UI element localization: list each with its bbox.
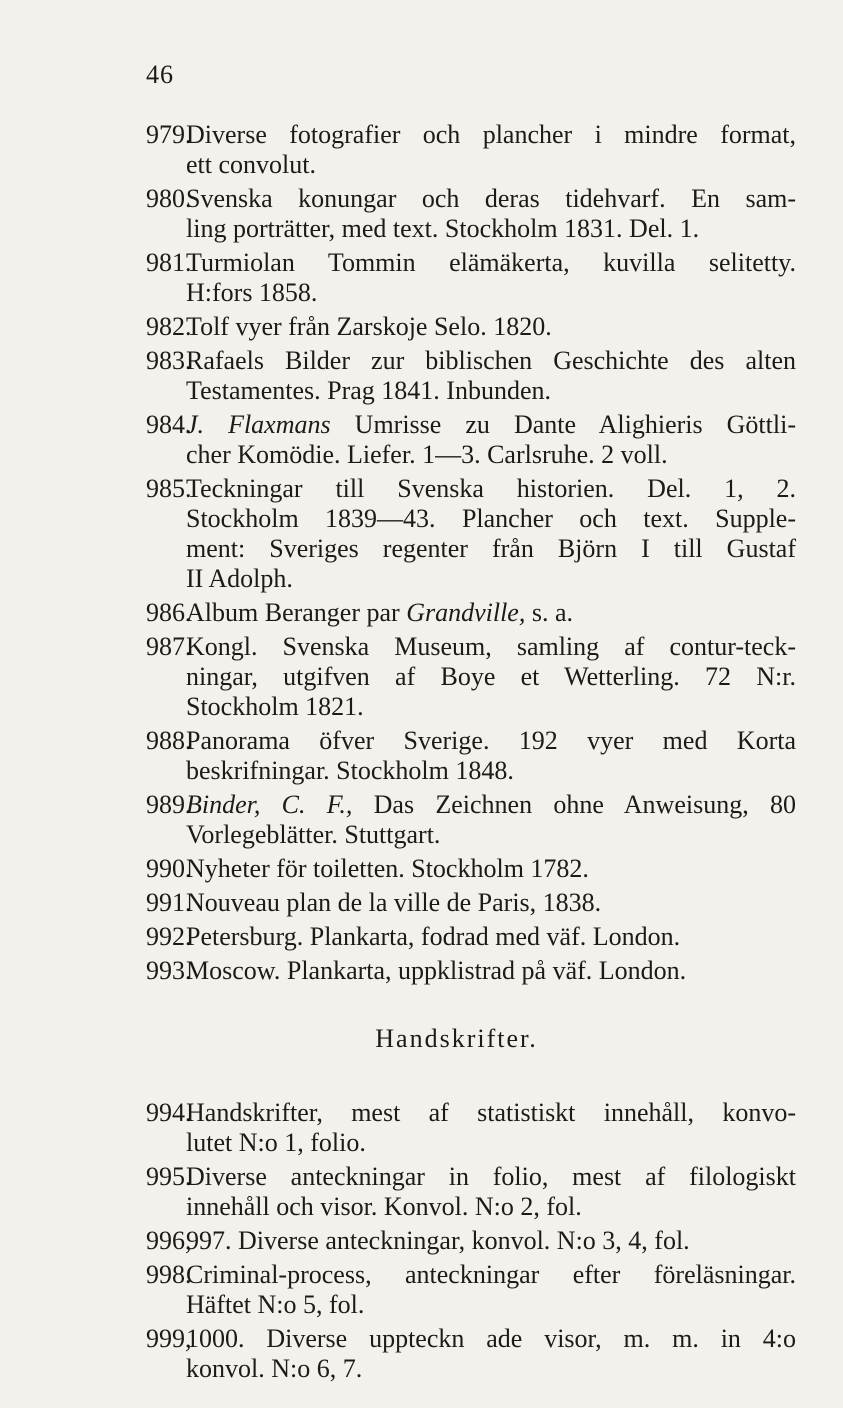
catalogue-entry [0, 1260, 843, 1320]
entry-number: 993. [146, 956, 192, 985]
entry-line-text: s. a. [525, 598, 574, 627]
entry-line-text: Das Zeichnen ohne Anweisung, 80 [352, 790, 796, 819]
entry-number: 992. [146, 922, 192, 951]
entry-number: 979. [146, 120, 192, 149]
catalogue-entry [0, 312, 843, 342]
entry-number: 998. [146, 1260, 192, 1289]
entry-text [186, 1098, 796, 1158]
entry-line: Nyheter för toiletten. Stockholm 1782. [186, 854, 589, 883]
entry-number: 990. [146, 854, 192, 883]
entry-line: konvol. N:o 6, 7. [186, 1354, 363, 1383]
entry-line: Tolf vyer från Zarskoje Selo. 1820. [186, 312, 552, 341]
entry-line: ling porträtter, med text. Stockholm 1831. Del. 1. [186, 214, 700, 243]
entry-line: Vorlegeblätter. Stuttgart. [186, 820, 441, 849]
entry-line: ett convolut. [186, 150, 316, 179]
entry-text [186, 1324, 796, 1384]
entry-text [186, 726, 796, 786]
catalogue-entry [0, 922, 843, 952]
entry-text [186, 790, 796, 850]
entry-line: lutet N:o 1, folio. [186, 1128, 366, 1157]
catalogue-entry [0, 1098, 843, 1158]
entry-number: 999, [146, 1324, 192, 1353]
entry-line: Panorama öfver Sverige. 192 vyer med Korta [186, 726, 796, 755]
catalogue-entry [0, 888, 843, 918]
entry-line: Kongl. Svenska Museum, samling af contur-teck- [186, 632, 796, 661]
entry-italic-name: J. Flaxmans [186, 410, 331, 439]
catalogue-entry [0, 1162, 843, 1222]
entry-line-text: Umrisse zu Dante Alighieris Göttli- [330, 410, 796, 439]
entry-line: innehåll och visor. Konvol. N:o 2, fol. [186, 1192, 582, 1221]
catalogue-entry [0, 1226, 843, 1256]
entry-line: ningar, utgifven af Boye et Wetterling. 72 N:r. [186, 662, 796, 691]
catalogue-entry [0, 726, 843, 786]
entry-number: 984. [146, 410, 192, 439]
catalogue-entry [0, 1324, 843, 1384]
entry-text [186, 888, 796, 918]
entry-text [186, 598, 796, 628]
entry-line: Stockholm 1821. [186, 692, 364, 721]
entry-line: Diverse anteckningar in folio, mest af filologiskt [186, 1162, 796, 1191]
entry-text [186, 1162, 796, 1222]
entry-line [186, 790, 796, 820]
entry-number: 985. [146, 474, 192, 503]
entry-text [186, 1260, 796, 1320]
entry-line: Turmiolan Tommin elämäkerta, kuvilla selitetty. [186, 248, 796, 277]
entry-number: 981. [146, 248, 192, 277]
entry-text [186, 922, 796, 952]
entry-text [186, 410, 796, 470]
entry-list-manuscripts [0, 1098, 843, 1384]
entry-number: 989. [146, 790, 192, 819]
page-number: 46 [146, 60, 174, 89]
entry-text [186, 854, 796, 884]
entry-line [186, 410, 796, 440]
entry-line: beskrifningar. Stockholm 1848. [186, 756, 514, 785]
entry-number: 988. [146, 726, 192, 755]
entry-line: Svenska konungar och deras tidehvarf. En sam- [186, 184, 796, 213]
entry-text [186, 184, 796, 244]
entry-number: 986. [146, 598, 192, 627]
catalogue-entry [0, 956, 843, 986]
catalogue-entry [0, 346, 843, 406]
entry-line: Petersburg. Plankarta, fodrad med väf. London. [186, 922, 681, 951]
entry-line: Moscow. Plankarta, uppklistrad på väf. London. [186, 956, 687, 985]
catalogue-entry [0, 598, 843, 628]
catalogue-entry [0, 632, 843, 722]
catalogue-entry [0, 790, 843, 850]
catalogue-entry [0, 854, 843, 884]
entry-line: 997. Diverse anteckningar, konvol. N:o 3, 4, fol. [186, 1226, 690, 1255]
entry-number: 982. [146, 312, 192, 341]
entry-text [186, 248, 796, 308]
catalogue-entry [0, 474, 843, 594]
entry-line: II Adolph. [186, 564, 293, 593]
entry-line: Diverse fotografier och plancher i mindre format, [186, 120, 796, 149]
entry-number: 983. [146, 346, 192, 375]
entry-line [186, 598, 796, 628]
entry-line: Teckningar till Svenska historien. Del. 1, 2. [186, 474, 796, 503]
entry-line: Häftet N:o 5, fol. [186, 1290, 365, 1319]
entry-number: 987. [146, 632, 192, 661]
entry-italic-name: Grandville, [406, 598, 526, 627]
entry-italic-name: Binder, C. F., [186, 790, 353, 819]
entry-line: ment: Sveriges regenter från Björn I till Gustaf [186, 534, 796, 563]
entry-line: Handskrifter, mest af statistiskt innehåll, konvo- [186, 1098, 796, 1127]
section-heading: Handskrifter. [375, 1024, 538, 1053]
entry-list-printed [0, 120, 843, 986]
entry-text [186, 120, 796, 180]
entry-line: H:fors 1858. [186, 278, 318, 307]
catalogue-entry [0, 184, 843, 244]
entry-number: 980. [146, 184, 192, 213]
catalogue-entries [0, 120, 843, 1388]
entry-lead: Album Beranger par [186, 598, 407, 627]
entry-line: 1000. Diverse uppteckn ade visor, m. m. in 4:o [186, 1324, 796, 1353]
entry-text [186, 956, 796, 986]
catalogue-entry [0, 410, 843, 470]
entry-text [186, 1226, 796, 1256]
entry-text [186, 312, 796, 342]
entry-line: Testamentes. Prag 1841. Inbunden. [186, 376, 551, 405]
entry-text [186, 346, 796, 406]
entry-number: 995. [146, 1162, 192, 1191]
entry-text [186, 474, 796, 594]
entry-number: 994. [146, 1098, 192, 1127]
entry-line: Nouveau plan de la ville de Paris, 1838. [186, 888, 602, 917]
entry-line: Rafaels Bilder zur biblischen Geschichte des alten [186, 346, 796, 375]
entry-number: 996, [146, 1226, 192, 1255]
entry-text [186, 632, 796, 722]
catalogue-entry [0, 120, 843, 180]
entry-line: Criminal-process, anteckningar efter föreläsningar. [186, 1260, 796, 1289]
entry-line: cher Komödie. Liefer. 1—3. Carlsruhe. 2 voll. [186, 440, 668, 469]
entry-line: Stockholm 1839—43. Plancher och text. Supple- [186, 504, 796, 533]
catalogue-entry [0, 248, 843, 308]
entry-number: 991. [146, 888, 192, 917]
